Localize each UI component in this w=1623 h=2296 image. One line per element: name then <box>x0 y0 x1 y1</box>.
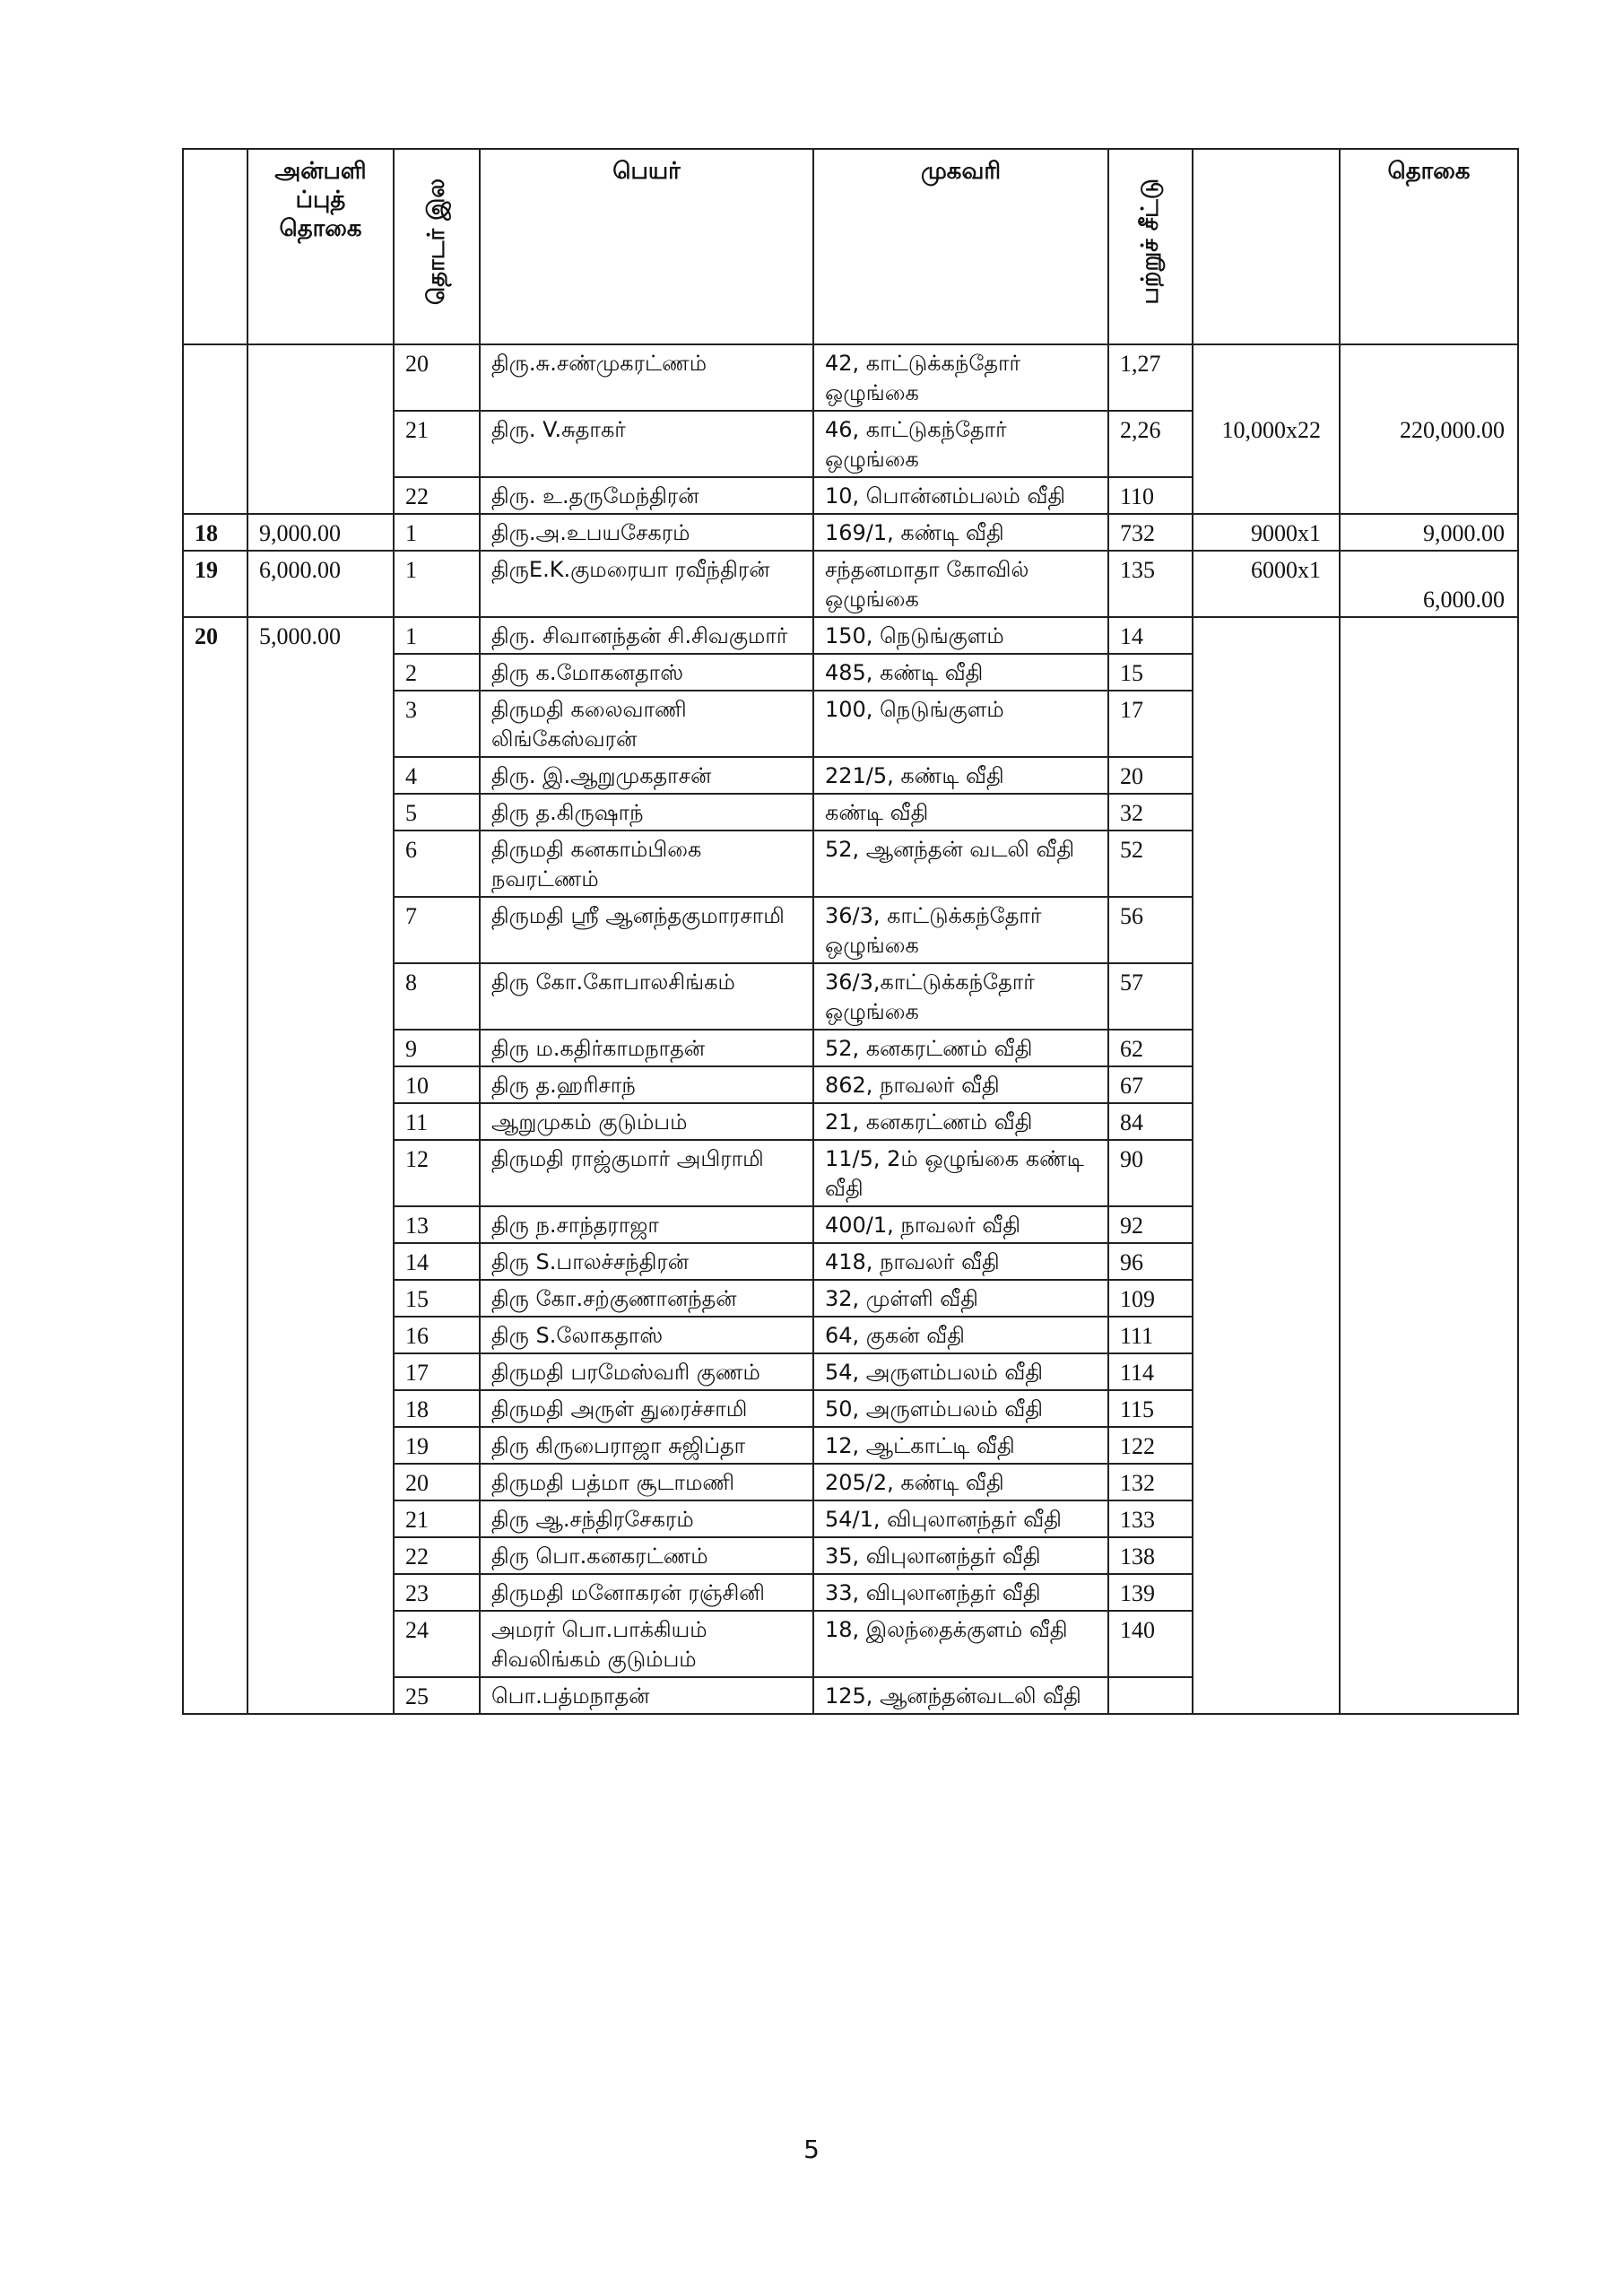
receipt-cell: 140 <box>1108 1611 1193 1677</box>
address-cell: 54/1, விபுலானந்தர் வீதி <box>813 1500 1108 1537</box>
group-gift-cell: 6,000.00 <box>247 551 394 617</box>
sno-cell: 20 <box>394 344 480 411</box>
name-cell: திரு ம.கதிர்காமநாதன் <box>480 1030 813 1066</box>
sno-cell: 23 <box>394 1574 480 1611</box>
receipt-cell: 92 <box>1108 1206 1193 1243</box>
sno-cell: 6 <box>394 831 480 897</box>
sno-cell: 14 <box>394 1243 480 1280</box>
address-cell: 36/3, காட்டுக்கந்தோர் ஒழுங்கை <box>813 897 1108 963</box>
address-cell: 42, காட்டுக்கந்தோர் ஒழுங்கை <box>813 344 1108 411</box>
table-row <box>183 514 1518 551</box>
address-cell: 400/1, நாவலர் வீதி <box>813 1206 1108 1243</box>
receipt-cell: 1,27 <box>1108 344 1193 411</box>
sno-cell: 21 <box>394 411 480 477</box>
address-cell: 36/3,காட்டுக்கந்தோர் ஒழுங்கை <box>813 963 1108 1030</box>
name-cell: திரு. இ.ஆறுமுகதாசன் <box>480 757 813 794</box>
name-cell: திருமதி கனகாம்பிகை நவரட்ணம் <box>480 831 813 897</box>
address-cell: 418, நாவலர் வீதி <box>813 1243 1108 1280</box>
name-cell: திரு கோ.சற்குணானந்தன் <box>480 1280 813 1317</box>
header-row <box>183 149 1518 344</box>
sno-cell: 1 <box>394 617 480 654</box>
sno-cell: 22 <box>394 477 480 514</box>
sno-cell: 22 <box>394 1537 480 1574</box>
name-cell: திரு த.ஹரிசாந் <box>480 1066 813 1103</box>
sno-cell: 19 <box>394 1427 480 1464</box>
sno-cell: 16 <box>394 1317 480 1353</box>
sno-cell: 3 <box>394 691 480 757</box>
name-cell: திரு கோ.கோபாலசிங்கம் <box>480 963 813 1030</box>
address-cell: 50, அருளம்பலம் வீதி <box>813 1390 1108 1427</box>
name-cell: திருமதி கலைவாணி லிங்கேஸ்வரன் <box>480 691 813 757</box>
address-cell: 35, விபுலானந்தர் வீதி <box>813 1537 1108 1574</box>
sno-cell: 12 <box>394 1140 480 1206</box>
name-cell: திருமதி பரமேஸ்வரி குணம் <box>480 1353 813 1390</box>
name-cell: திருமதி ராஜ்குமார் அபிராமி <box>480 1140 813 1206</box>
group-total-cell: 220,000.00 <box>1340 344 1518 514</box>
sno-cell: 25 <box>394 1677 480 1714</box>
receipt-cell: 110 <box>1108 477 1193 514</box>
name-cell: திரு S.லோகதாஸ் <box>480 1317 813 1353</box>
group-gift-cell: 9,000.00 <box>247 514 394 551</box>
receipt-cell: 90 <box>1108 1140 1193 1206</box>
name-cell: திரு. சிவானந்தன் சி.சிவகுமார் <box>480 617 813 654</box>
receipt-cell: 133 <box>1108 1500 1193 1537</box>
name-cell: திருமதி ஸ்ரீ ஆனந்தகுமாரசாமி <box>480 897 813 963</box>
group-rate-cell: 9000x1 <box>1193 514 1340 551</box>
address-cell: 18, இலந்தைக்குளம் வீதி <box>813 1611 1108 1677</box>
name-cell: திரு.சு.சண்முகரட்ணம் <box>480 344 813 411</box>
sno-cell: 4 <box>394 757 480 794</box>
name-cell: திரு ந.சாந்தராஜா <box>480 1206 813 1243</box>
receipt-cell: 732 <box>1108 514 1193 551</box>
header-contact-no-text: தொடர் இல <box>423 178 450 305</box>
address-cell: 205/2, கண்டி வீதி <box>813 1464 1108 1500</box>
address-cell: சந்தனமாதா கோவில் ஒழுங்கை <box>813 551 1108 617</box>
address-cell: 32, முள்ளி வீதி <box>813 1280 1108 1317</box>
name-cell: திருமதி அருள் துரைச்சாமி <box>480 1390 813 1427</box>
address-cell: 33, விபுலானந்தர் வீதி <box>813 1574 1108 1611</box>
receipt-cell: 96 <box>1108 1243 1193 1280</box>
sno-cell: 13 <box>394 1206 480 1243</box>
sno-cell: 18 <box>394 1390 480 1427</box>
receipt-cell: 114 <box>1108 1353 1193 1390</box>
group-total-cell <box>1340 617 1518 1714</box>
sno-cell: 20 <box>394 1464 480 1500</box>
name-cell: பொ.பத்மநாதன் <box>480 1677 813 1714</box>
address-cell: 21, கனகரட்ணம் வீதி <box>813 1103 1108 1140</box>
group-id-cell: 20 <box>183 617 247 1714</box>
donation-table <box>182 148 1519 1715</box>
header-gift-amount: அன்பளி ப்புத் தொகை <box>247 149 394 344</box>
address-cell: 64, குகன் வீதி <box>813 1317 1108 1353</box>
address-cell: 862, நாவலர் வீதி <box>813 1066 1108 1103</box>
receipt-cell: 84 <box>1108 1103 1193 1140</box>
table-row <box>183 617 1518 654</box>
sno-cell: 1 <box>394 551 480 617</box>
receipt-cell <box>1108 1677 1193 1714</box>
group-gift-cell <box>247 344 394 514</box>
receipt-cell: 122 <box>1108 1427 1193 1464</box>
group-gift-cell: 5,000.00 <box>247 617 394 1714</box>
table-body <box>183 344 1518 1714</box>
sno-cell: 15 <box>394 1280 480 1317</box>
name-cell: திருE.K.குமரையா ரவீந்திரன் <box>480 551 813 617</box>
address-cell: 52, ஆனந்தன் வடலி வீதி <box>813 831 1108 897</box>
receipt-cell: 109 <box>1108 1280 1193 1317</box>
receipt-cell: 62 <box>1108 1030 1193 1066</box>
sno-cell: 9 <box>394 1030 480 1066</box>
sno-cell: 2 <box>394 654 480 691</box>
name-cell: திரு. உ.தருமேந்திரன் <box>480 477 813 514</box>
name-cell: அமரர் பொ.பாக்கியம் சிவலிங்கம் குடும்பம் <box>480 1611 813 1677</box>
sno-cell: 11 <box>394 1103 480 1140</box>
address-cell: 52, கனகரட்ணம் வீதி <box>813 1030 1108 1066</box>
receipt-cell: 139 <box>1108 1574 1193 1611</box>
header-receipt <box>1108 149 1193 344</box>
receipt-cell: 32 <box>1108 794 1193 831</box>
sno-cell: 17 <box>394 1353 480 1390</box>
address-cell: 169/1, கண்டி வீதி <box>813 514 1108 551</box>
receipt-cell: 57 <box>1108 963 1193 1030</box>
group-rate-cell <box>1193 617 1340 1714</box>
address-cell: 485, கண்டி வீதி <box>813 654 1108 691</box>
header-amount: தொகை <box>1340 149 1518 344</box>
address-cell: 125, ஆனந்தன்வடலி வீதி <box>813 1677 1108 1714</box>
sno-cell: 5 <box>394 794 480 831</box>
name-cell: திரு த.கிருஷாந் <box>480 794 813 831</box>
header-rate <box>1193 149 1340 344</box>
receipt-cell: 132 <box>1108 1464 1193 1500</box>
table-row <box>183 344 1518 411</box>
receipt-cell: 20 <box>1108 757 1193 794</box>
sno-cell: 21 <box>394 1500 480 1537</box>
group-total-cell: 9,000.00 <box>1340 514 1518 551</box>
group-id-cell <box>183 344 247 514</box>
header-address: முகவரி <box>813 149 1108 344</box>
name-cell: திரு S.பாலச்சந்திரன் <box>480 1243 813 1280</box>
address-cell: 11/5, 2ம் ஒழுங்கை கண்டி வீதி <box>813 1140 1108 1206</box>
receipt-cell: 135 <box>1108 551 1193 617</box>
address-cell: 46, காட்டுகந்தோர் ஒழுங்கை <box>813 411 1108 477</box>
address-cell: 12, ஆட்காட்டி வீதி <box>813 1427 1108 1464</box>
page-number: 5 <box>803 2135 820 2164</box>
address-cell: 221/5, கண்டி வீதி <box>813 757 1108 794</box>
table-row <box>183 551 1518 617</box>
sno-cell: 1 <box>394 514 480 551</box>
sno-cell: 10 <box>394 1066 480 1103</box>
name-cell: திருமதி மனோகரன் ரஞ்சினி <box>480 1574 813 1611</box>
group-rate-cell: 6000x1 <box>1193 551 1340 617</box>
name-cell: ஆறுமுகம் குடும்பம் <box>480 1103 813 1140</box>
header-serial <box>183 149 247 344</box>
name-cell: திரு பொ.கனகரட்ணம் <box>480 1537 813 1574</box>
group-total-cell: 6,000.00 <box>1340 551 1518 617</box>
address-cell: 10, பொன்னம்பலம் வீதி <box>813 477 1108 514</box>
group-rate-cell: 10,000x22 <box>1193 344 1340 514</box>
header-contact-no <box>394 149 480 344</box>
address-cell: 100, நெடுங்குளம் <box>813 691 1108 757</box>
receipt-cell: 2,26 <box>1108 411 1193 477</box>
address-cell: 150, நெடுங்குளம் <box>813 617 1108 654</box>
sno-cell: 24 <box>394 1611 480 1677</box>
receipt-cell: 14 <box>1108 617 1193 654</box>
address-cell: 54, அருளம்பலம் வீதி <box>813 1353 1108 1390</box>
group-id-cell: 18 <box>183 514 247 551</box>
receipt-cell: 52 <box>1108 831 1193 897</box>
name-cell: திரு க.மோகனதாஸ் <box>480 654 813 691</box>
name-cell: திரு. V.சுதாகர் <box>480 411 813 477</box>
receipt-cell: 56 <box>1108 897 1193 963</box>
sno-cell: 8 <box>394 963 480 1030</box>
sno-cell: 7 <box>394 897 480 963</box>
group-id-cell: 19 <box>183 551 247 617</box>
name-cell: திரு கிருபைராஜா சுஜிப்தா <box>480 1427 813 1464</box>
name-cell: திருமதி பத்மா சூடாமணி <box>480 1464 813 1500</box>
receipt-cell: 115 <box>1108 1390 1193 1427</box>
receipt-cell: 138 <box>1108 1537 1193 1574</box>
name-cell: திரு.அ.உபயசேகரம் <box>480 514 813 551</box>
name-cell: திரு ஆ.சந்திரசேகரம் <box>480 1500 813 1537</box>
receipt-cell: 15 <box>1108 654 1193 691</box>
header-receipt-text: பற்றுச் சீட்டு <box>1137 178 1164 305</box>
receipt-cell: 67 <box>1108 1066 1193 1103</box>
header-name: பெயர் <box>480 149 813 344</box>
receipt-cell: 111 <box>1108 1317 1193 1353</box>
receipt-cell: 17 <box>1108 691 1193 757</box>
address-cell: கண்டி வீதி <box>813 794 1108 831</box>
